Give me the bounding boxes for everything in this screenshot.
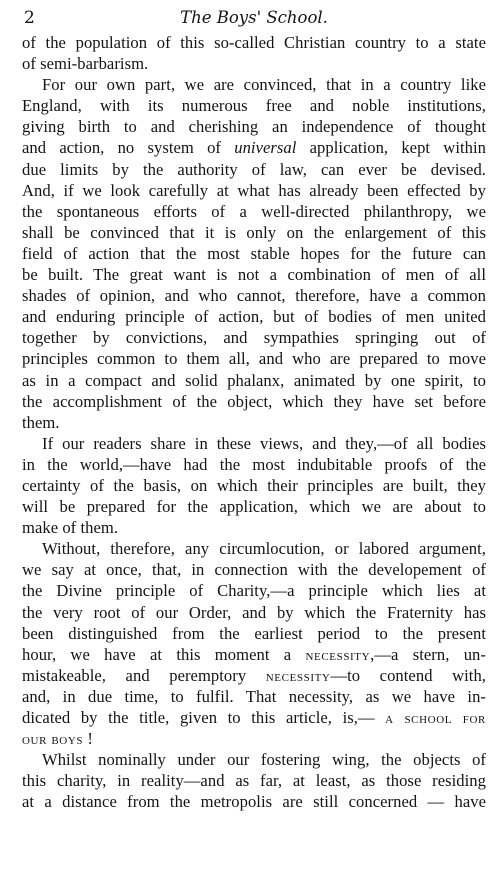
- text-line: [22, 496, 486, 517]
- text-run: If our readers share in these views, and they,—of all bodies: [42, 433, 486, 453]
- text-line: [22, 306, 486, 327]
- text-run: due limits by the authority of law, can ever be devised.: [22, 159, 486, 179]
- running-title: The Boys' School.: [180, 8, 328, 27]
- text-line: [22, 285, 486, 306]
- text-run: ,—a stern, un-: [370, 644, 486, 664]
- text-run: make of them.: [22, 518, 119, 538]
- small-caps-text: a school for: [385, 711, 486, 727]
- text-line: [22, 559, 486, 580]
- text-line: [22, 749, 486, 770]
- text-run: them.: [22, 412, 60, 432]
- text-line: [22, 602, 486, 623]
- text-run: Without, therefore, any circumlocution, or labored argument,: [42, 539, 486, 559]
- text-run: in the world,—have had the most indubitable proofs of the: [22, 454, 486, 474]
- text-run: shades of opinion, and who cannot, therefore, have a common: [22, 286, 486, 306]
- text-run: the accomplishment of the object, which they have set before: [22, 391, 486, 411]
- text-line: [22, 707, 486, 728]
- small-caps-text: necessity: [265, 668, 331, 685]
- text-line: [22, 728, 486, 749]
- text-run: we say at once, that, in connection with the developement of: [22, 560, 486, 580]
- text-run: application, kept within: [296, 138, 487, 158]
- text-line: [22, 475, 486, 496]
- text-run: of semi-barbarism.: [22, 54, 149, 74]
- text-run: the very root of our Order, and by which the Fraternity has: [22, 602, 486, 622]
- text-line: [22, 454, 486, 475]
- text-run: as in a compact and solid phalanx, animated by one spirit, to: [22, 370, 486, 390]
- page-number: 2: [24, 8, 35, 28]
- text-line: [22, 159, 486, 180]
- text-line: [22, 791, 486, 812]
- text-run: and action, no system of: [22, 138, 235, 158]
- text-run: Whilst nominally under our fostering wing, the objects of: [42, 750, 486, 770]
- text-line: [22, 433, 486, 454]
- text-line: [22, 644, 486, 665]
- text-line: [22, 665, 486, 686]
- text-line: [22, 53, 486, 74]
- text-run: field of action that the most stable hopes for the future can: [22, 243, 486, 263]
- text-line: [22, 116, 486, 137]
- text-line: [22, 391, 486, 412]
- text-run: of the population of this so-called Christian country to a state: [22, 33, 486, 52]
- text-line: [22, 686, 486, 707]
- text-line: [22, 32, 486, 53]
- text-line: [22, 348, 486, 369]
- text-run: will be prepared for the application, which we are about to: [22, 497, 486, 517]
- text-line: [22, 623, 486, 644]
- text-run: hour, we have at this moment a: [22, 644, 306, 664]
- text-line: [22, 243, 486, 264]
- text-run: —to contend with,: [330, 665, 486, 685]
- text-run: giving birth to and cherishing an independence of thought: [22, 117, 486, 137]
- text-run: this charity, in reality—and as far, at least, as those residing: [22, 771, 486, 791]
- text-line: [22, 770, 486, 791]
- text-run: !: [83, 729, 93, 749]
- text-line: [22, 412, 486, 433]
- text-run: And, if we look carefully at what has already been effected by: [22, 180, 486, 200]
- text-run: mistakeable, and peremptory: [22, 665, 266, 685]
- text-line: [22, 95, 486, 116]
- text-line: [22, 201, 486, 222]
- article-body: [22, 32, 486, 812]
- text-run: together by convictions, and sympathies springing out of: [22, 328, 486, 348]
- small-caps-text: necessity: [305, 647, 371, 664]
- text-run: been distinguished from the earliest period to the present: [22, 623, 486, 643]
- text-run: at a distance from the metropolis are still concerned — have: [22, 792, 486, 812]
- text-line: [22, 327, 486, 348]
- text-line: [22, 264, 486, 285]
- text-line: [22, 370, 486, 391]
- text-run: be built. The great want is not a combination of men of all: [22, 265, 486, 285]
- text-line: [22, 180, 486, 201]
- text-run: For our own part, we are convinced, that in a country like: [42, 75, 486, 95]
- emphasis-text: universal: [234, 138, 297, 158]
- small-caps-text: our boys: [22, 732, 84, 749]
- text-run: shall be convinced that it is only on the enlargement of this: [22, 222, 486, 242]
- text-run: and enduring principle of action, but of bodies of men united: [22, 307, 486, 327]
- text-run: dicated by the title, given to this article, is,—: [22, 708, 386, 727]
- text-run: certainty of the basis, on which their principles are built, they: [22, 475, 486, 495]
- text-run: principles common to them all, and who are prepared to move: [22, 349, 486, 369]
- text-line: [22, 538, 486, 559]
- text-line: [22, 580, 486, 601]
- text-run: England, with its numerous free and noble institutions,: [22, 96, 486, 116]
- text-line: [22, 517, 486, 538]
- text-line: [22, 222, 486, 243]
- text-line: [22, 137, 486, 158]
- page-header: [22, 6, 486, 32]
- text-line: [22, 74, 486, 95]
- text-run: the spontaneous efforts of a well-directed philanthropy, we: [22, 201, 486, 221]
- text-run: the Divine principle of Charity,—a principle which lies at: [22, 581, 486, 601]
- text-run: and, in due time, to fulfil. That necessity, as we have in-: [22, 686, 486, 706]
